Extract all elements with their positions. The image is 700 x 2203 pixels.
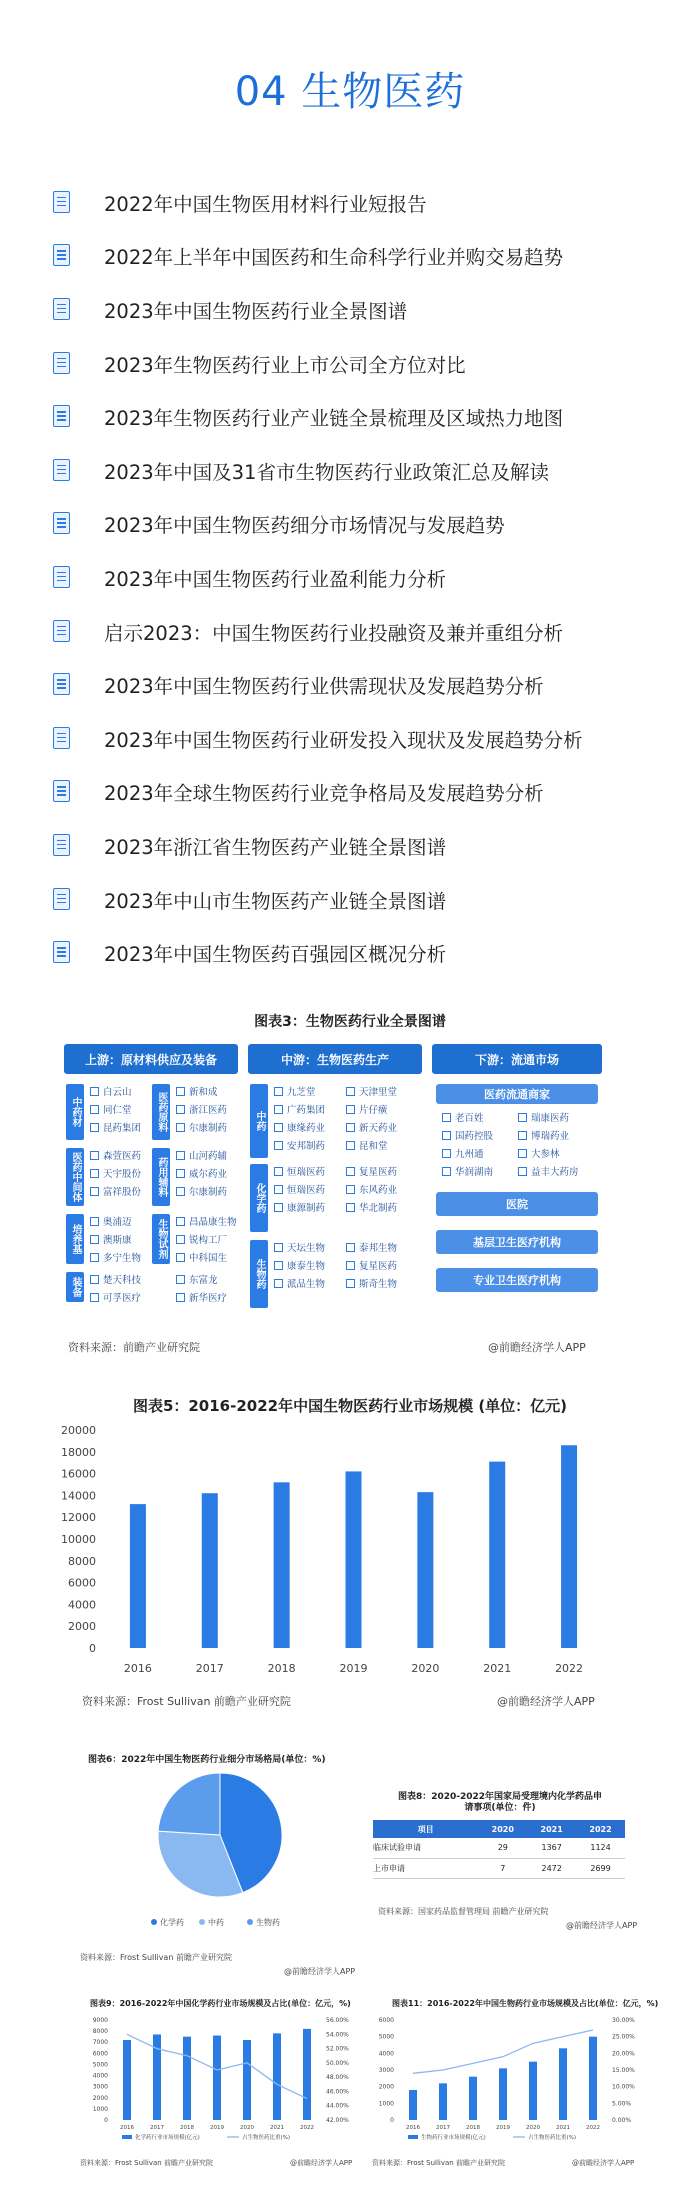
fig8-table <box>373 1820 625 1879</box>
company-item: 昆药集团 <box>90 1120 141 1134</box>
report-link[interactable] <box>50 605 670 659</box>
report-link[interactable] <box>50 390 670 444</box>
fig3-title: 图表3：生物医药行业全景图谱 <box>254 1014 446 1030</box>
bar <box>183 2037 191 2120</box>
x-tick-label: 2020 <box>526 2125 540 2131</box>
y-tick-label: 0 <box>89 1642 96 1655</box>
upstream-category: 装备 <box>66 1272 84 1302</box>
midstream-category: 化学药 <box>250 1164 268 1232</box>
company-item: 可孚医疗 <box>90 1290 141 1304</box>
legend-label: 化学药行业市场规模(亿元) <box>135 2135 200 2141</box>
fig9-combo-chart <box>82 2010 352 2150</box>
legend-label: 生物药行业市场规模(亿元) <box>421 2135 486 2141</box>
company-item: 华润湖南 <box>442 1164 493 1178</box>
bar <box>346 1471 362 1648</box>
y-tick-label: 1000 <box>378 2100 394 2108</box>
table-header: 2021 <box>527 1820 576 1838</box>
downstream-channel: 基层卫生医疗机构 <box>436 1230 598 1254</box>
bar <box>409 2090 417 2120</box>
report-title: 2023年中国生物医药行业盈利能力分析 <box>104 567 447 591</box>
x-tick-label: 2018 <box>180 2125 194 2131</box>
company-item: 新天药业 <box>346 1120 397 1134</box>
y2-tick-label: 20.00% <box>612 2050 635 2058</box>
downstream-header: 下游：流通市场 <box>432 1044 602 1074</box>
report-title: 2023年中国及31省市生物医药行业政策汇总及解读 <box>104 460 549 484</box>
table-cell: 上市申请 <box>373 1858 478 1878</box>
company-item: 澳斯康 <box>90 1232 132 1246</box>
table-cell: 7 <box>478 1858 527 1878</box>
company-item: 新华医疗 <box>176 1290 227 1304</box>
fig8-watermark: @前瞻经济学人APP <box>566 1921 638 1930</box>
report-title: 2023年生物医药行业上市公司全方位对比 <box>104 353 466 377</box>
x-tick-label: 2021 <box>556 2125 570 2131</box>
report-title: 2023年中国生物医药行业研发投入现状及发展趋势分析 <box>104 728 583 752</box>
fig5-source: 资料来源：Frost Sullivan 前瞻产业研究院 <box>82 1695 291 1708</box>
bar <box>417 1492 433 1648</box>
report-link[interactable] <box>50 551 670 605</box>
company-item: 新和成 <box>176 1084 218 1098</box>
pie-slice <box>158 1773 220 1835</box>
company-item: 东富龙 <box>176 1272 218 1286</box>
x-tick-label: 2016 <box>120 2125 134 2131</box>
fig5-title: 图表5：2016-2022年中国生物医药行业市场规模 (单位：亿元) <box>132 1397 568 1415</box>
company-item: 国药控股 <box>442 1128 493 1142</box>
y-tick-label: 2000 <box>378 2083 394 2091</box>
x-tick-label: 2017 <box>436 2125 450 2131</box>
company-item: 多宁生物 <box>90 1250 141 1264</box>
y-tick-label: 18000 <box>61 1445 96 1459</box>
fig6-title: 图表6：2022年中国生物医药行业细分市场格局(单位：%) <box>88 1755 326 1765</box>
document-icon <box>50 298 72 322</box>
report-link[interactable] <box>50 766 670 820</box>
y2-tick-label: 44.00% <box>326 2102 349 2110</box>
report-title: 2023年浙江省生物医药产业链全景图谱 <box>104 835 447 859</box>
company-item: 中科国生 <box>176 1250 227 1264</box>
fig3-watermark: @前瞻经济学人APP <box>488 1341 586 1354</box>
bar <box>274 1482 290 1648</box>
y2-tick-label: 42.00% <box>326 2117 349 2124</box>
company-item: 锐构工厂 <box>176 1232 227 1246</box>
x-tick-label: 2021 <box>483 1662 512 1675</box>
y-tick-label: 1000 <box>92 2105 108 2113</box>
bar <box>529 2062 537 2120</box>
legend-swatch <box>151 1919 157 1925</box>
company-item: 斯奇生物 <box>346 1276 397 1290</box>
report-link[interactable] <box>50 498 670 552</box>
report-link[interactable] <box>50 337 670 391</box>
table-row <box>373 1838 625 1858</box>
y2-tick-label: 5.00% <box>612 2100 632 2108</box>
bar <box>499 2068 507 2120</box>
document-icon <box>50 191 72 215</box>
fig8-title: 图表8：2020-2022年国家局受理境内化学药品申请事项(单位：件) <box>397 1792 603 1813</box>
company-item: 天津里堂 <box>346 1084 397 1098</box>
company-item: 天宇股份 <box>90 1166 141 1180</box>
company-item: 昌晶康生物 <box>176 1214 237 1228</box>
y2-tick-label: 50.00% <box>326 2059 349 2067</box>
y-tick-label: 8000 <box>92 2028 108 2036</box>
bar <box>559 2048 567 2120</box>
y2-tick-label: 52.00% <box>326 2045 349 2053</box>
company-item: 白云山 <box>90 1084 132 1098</box>
y2-tick-label: 54.00% <box>326 2031 349 2039</box>
x-tick-label: 2020 <box>240 2125 254 2131</box>
y-tick-label: 5000 <box>378 2033 394 2041</box>
document-icon <box>50 566 72 590</box>
y2-tick-label: 0.00% <box>612 2117 632 2124</box>
company-item: 华北制药 <box>346 1200 397 1214</box>
company-item: 九芝堂 <box>274 1084 316 1098</box>
fig6-watermark: @前瞻经济学人APP <box>284 1967 356 1976</box>
upstream-category: 医药原料 <box>152 1084 170 1140</box>
y-tick-label: 14000 <box>61 1489 96 1503</box>
legend-swatch <box>122 2135 132 2139</box>
downstream-channel: 医院 <box>436 1192 598 1216</box>
report-link[interactable] <box>50 712 670 766</box>
table-header: 2022 <box>576 1820 625 1838</box>
bar <box>243 2040 251 2120</box>
report-link[interactable] <box>50 230 670 284</box>
y-tick-label: 8000 <box>68 1554 96 1568</box>
company-item: 楚天科技 <box>90 1272 141 1286</box>
table-cell: 临床试验申请 <box>373 1838 478 1858</box>
company-item: 康泰生物 <box>274 1258 325 1272</box>
fig9-title: 图表9：2016-2022年中国化学药行业市场规模及占比(单位：亿元，%) <box>90 1999 351 2008</box>
bar <box>273 2033 281 2120</box>
x-tick-label: 2021 <box>270 2125 284 2131</box>
company-item: 山河药辅 <box>176 1148 227 1162</box>
y2-tick-label: 30.00% <box>612 2017 635 2024</box>
report-link[interactable] <box>50 176 670 230</box>
y-tick-label: 2000 <box>92 2094 108 2102</box>
table-header: 项目 <box>373 1820 478 1838</box>
fig5-bar-chart <box>60 1420 620 1680</box>
company-item: 奥浦迈 <box>90 1214 132 1228</box>
y-tick-label: 0 <box>390 2117 394 2124</box>
fig11-watermark: @前瞻经济学人APP <box>572 2159 635 2167</box>
company-item: 天坛生物 <box>274 1240 325 1254</box>
fig5-watermark: @前瞻经济学人APP <box>497 1695 595 1708</box>
company-item: 九州通 <box>442 1146 484 1160</box>
x-tick-label: 2018 <box>466 2125 480 2131</box>
y-tick-label: 7000 <box>92 2039 108 2047</box>
table-cell: 2472 <box>527 1858 576 1878</box>
company-item: 复星医药 <box>346 1164 397 1178</box>
fig11-title: 图表11：2016-2022年中国生物药行业市场规模及占比(单位：亿元，%) <box>392 1999 659 2008</box>
y-tick-label: 9000 <box>92 2017 108 2024</box>
x-tick-label: 2016 <box>123 1662 152 1675</box>
x-tick-label: 2016 <box>406 2125 420 2131</box>
upstream-category: 中药材 <box>66 1084 84 1140</box>
bar <box>589 2037 597 2120</box>
document-icon <box>50 459 72 483</box>
upstream-category: 药用辅料 <box>152 1148 170 1206</box>
y2-tick-label: 46.00% <box>326 2088 349 2096</box>
legend-swatch <box>408 2135 418 2139</box>
report-link[interactable] <box>50 283 670 337</box>
y-tick-label: 20000 <box>61 1424 96 1437</box>
document-icon <box>50 780 72 804</box>
bar <box>303 2029 311 2120</box>
report-title: 2023年中国生物医药行业供需现状及发展趋势分析 <box>104 675 544 699</box>
company-item: 威尔药业 <box>176 1166 227 1180</box>
y2-tick-label: 48.00% <box>326 2074 349 2082</box>
company-item: 恒瑞医药 <box>274 1182 325 1196</box>
fig9-watermark: @前瞻经济学人APP <box>290 2159 353 2167</box>
report-title: 2023年全球生物医药行业竞争格局及发展趋势分析 <box>104 782 544 806</box>
report-title: 2023年中山市生物医药产业链全景图谱 <box>104 889 447 913</box>
y-tick-label: 5000 <box>92 2061 108 2069</box>
downstream-channel: 专业卫生医疗机构 <box>436 1268 598 1292</box>
company-item: 浙江医药 <box>176 1102 227 1116</box>
legend-label: 占生物医药比重(%) <box>528 2135 577 2141</box>
y-tick-label: 6000 <box>92 2050 108 2058</box>
y-tick-label: 2000 <box>68 1620 96 1634</box>
x-tick-label: 2019 <box>496 2125 510 2131</box>
report-title: 2023年中国生物医药百强园区概况分析 <box>104 943 447 967</box>
legend-label: 化学药 <box>160 1918 184 1927</box>
document-icon <box>50 512 72 536</box>
fig3-source: 资料来源：前瞻产业研究院 <box>68 1341 200 1354</box>
y-tick-label: 0 <box>104 2117 108 2124</box>
company-item: 复星医药 <box>346 1258 397 1272</box>
table-cell: 1367 <box>527 1838 576 1858</box>
fig6-source: 资料来源：Frost Sullivan 前瞻产业研究院 <box>80 1953 232 1962</box>
bar <box>123 2040 131 2120</box>
y-tick-label: 6000 <box>378 2017 394 2024</box>
legend-swatch <box>199 1919 205 1925</box>
company-item: 尔康制药 <box>176 1120 227 1134</box>
upstream-category: 生物试剂 <box>152 1214 170 1264</box>
bar <box>213 2036 221 2120</box>
y-tick-label: 4000 <box>68 1598 96 1612</box>
company-item: 老百姓 <box>442 1110 484 1124</box>
report-title: 2023年中国生物医药细分市场情况与发展趋势 <box>104 514 505 538</box>
report-link[interactable] <box>50 873 670 927</box>
table-cell: 2699 <box>576 1858 625 1878</box>
table-cell: 29 <box>478 1838 527 1858</box>
report-title: 2022年上半年中国医药和生命科学行业并购交易趋势 <box>104 246 564 270</box>
midstream-category: 生物药 <box>250 1240 268 1308</box>
report-title: 2022年中国生物医用材料行业短报告 <box>104 192 427 216</box>
y2-tick-label: 15.00% <box>612 2067 635 2074</box>
section-title: 04 生物医药 <box>234 69 466 115</box>
company-item: 昆和堂 <box>346 1138 388 1152</box>
document-icon <box>50 941 72 965</box>
document-icon <box>50 727 72 751</box>
company-item: 同仁堂 <box>90 1102 132 1116</box>
y-tick-label: 3000 <box>378 2067 394 2074</box>
distribution-header: 医药流通商家 <box>436 1084 598 1104</box>
y-tick-label: 16000 <box>61 1467 96 1481</box>
x-tick-label: 2022 <box>555 1662 584 1675</box>
fig11-source: 资料来源：Frost Sullivan 前瞻产业研究院 <box>372 2159 505 2167</box>
document-icon <box>50 673 72 697</box>
company-item: 大参林 <box>518 1146 560 1160</box>
table-header: 2020 <box>478 1820 527 1838</box>
y-tick-label: 4000 <box>92 2072 108 2080</box>
bar <box>469 2077 477 2120</box>
fig11-combo-chart <box>368 2010 638 2150</box>
company-item: 广药集团 <box>274 1102 325 1116</box>
x-tick-label: 2017 <box>195 1662 224 1675</box>
company-item: 尔康制药 <box>176 1184 227 1198</box>
report-link[interactable] <box>50 926 670 980</box>
x-tick-label: 2022 <box>586 2125 600 2131</box>
document-icon <box>50 352 72 376</box>
report-link[interactable] <box>50 658 670 712</box>
company-item: 富祥股份 <box>90 1184 141 1198</box>
y-tick-label: 6000 <box>68 1576 96 1590</box>
company-item: 益丰大药房 <box>518 1164 579 1178</box>
document-icon <box>50 405 72 429</box>
legend-swatch <box>247 1919 253 1925</box>
report-title: 启示2023：中国生物医药行业投融资及兼并重组分析 <box>104 621 564 645</box>
company-item: 康缘药业 <box>274 1120 325 1134</box>
legend-label: 占生物医药比重(%) <box>242 2135 291 2141</box>
company-item: 森萱医药 <box>90 1148 141 1162</box>
x-tick-label: 2020 <box>411 1662 440 1675</box>
report-title: 2023年生物医药行业产业链全景梳理及区域热力地图 <box>104 407 564 431</box>
upstream-category: 医药中间体 <box>66 1148 84 1206</box>
fig8-source: 资料来源：国家药品监督管理局 前瞻产业研究院 <box>378 1907 549 1916</box>
report-title: 2023年中国生物医药行业全景图谱 <box>104 299 408 323</box>
report-list <box>50 176 670 980</box>
industry-map <box>64 1044 602 1329</box>
upstream-category: 培养基 <box>66 1214 84 1264</box>
y2-tick-label: 10.00% <box>612 2083 635 2091</box>
midstream-header: 中游：生物医药生产 <box>248 1044 422 1074</box>
report-link[interactable] <box>50 444 670 498</box>
report-link[interactable] <box>50 819 670 873</box>
bar <box>489 1462 505 1648</box>
company-item: 安邦制药 <box>274 1138 325 1152</box>
fig6-pie-chart <box>140 1770 340 1945</box>
bar <box>561 1445 577 1648</box>
y-tick-label: 4000 <box>378 2050 394 2058</box>
company-item: 恒瑞医药 <box>274 1164 325 1178</box>
legend-label: 中药 <box>208 1918 224 1927</box>
company-item: 博瑞药业 <box>518 1128 569 1142</box>
company-item: 瑞康医药 <box>518 1110 569 1124</box>
fig9-source: 资料来源：Frost Sullivan 前瞻产业研究院 <box>80 2159 213 2167</box>
legend-label: 生物药 <box>256 1918 280 1927</box>
y-tick-label: 10000 <box>61 1533 96 1546</box>
table-row <box>373 1858 625 1878</box>
company-item: 东风药业 <box>346 1182 397 1196</box>
company-item: 片仔癀 <box>346 1102 388 1116</box>
y-tick-label: 12000 <box>61 1511 96 1525</box>
document-icon <box>50 244 72 268</box>
x-tick-label: 2022 <box>300 2125 314 2131</box>
company-item: 派品生物 <box>274 1276 325 1290</box>
midstream-category: 中药 <box>250 1084 268 1158</box>
bar <box>439 2083 447 2120</box>
upstream-header: 上游：原材料供应及装备 <box>64 1044 238 1074</box>
y-tick-label: 3000 <box>92 2083 108 2091</box>
x-tick-label: 2017 <box>150 2125 164 2131</box>
bar <box>202 1493 218 1648</box>
document-icon <box>50 834 72 858</box>
x-tick-label: 2019 <box>210 2125 224 2131</box>
x-tick-label: 2018 <box>267 1662 296 1675</box>
company-item: 康源制药 <box>274 1200 325 1214</box>
bar <box>130 1504 146 1648</box>
y2-tick-label: 25.00% <box>612 2033 635 2041</box>
document-icon <box>50 888 72 912</box>
document-icon <box>50 620 72 644</box>
x-tick-label: 2019 <box>339 1662 368 1675</box>
company-item: 泰邦生物 <box>346 1240 397 1254</box>
y2-tick-label: 56.00% <box>326 2017 349 2024</box>
table-cell: 1124 <box>576 1838 625 1858</box>
